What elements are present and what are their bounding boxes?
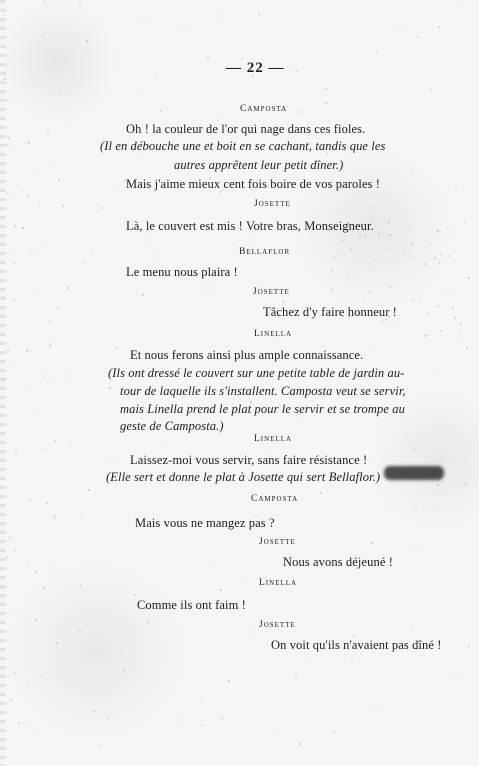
speckle <box>419 299 421 301</box>
speckle <box>241 58 243 60</box>
speckle <box>459 335 461 337</box>
speckle <box>280 109 282 111</box>
speckle <box>381 320 383 322</box>
speckle <box>403 247 405 249</box>
speckle <box>134 594 136 596</box>
speckle <box>353 265 355 267</box>
speckle <box>67 287 69 289</box>
dialogue-line: Mais j'aime mieux cent fois boire de vos paroles ! <box>126 177 381 191</box>
speckle <box>464 221 466 223</box>
speckle <box>47 382 49 384</box>
speckle <box>333 257 335 259</box>
speckle <box>83 54 85 56</box>
speckle <box>201 724 203 726</box>
speckle <box>13 299 15 301</box>
speckle <box>10 699 12 701</box>
speckle <box>207 287 209 289</box>
speckle <box>376 52 378 54</box>
speckle <box>437 230 439 232</box>
speckle <box>9 537 11 539</box>
speckle <box>468 277 470 279</box>
speckle <box>438 262 440 264</box>
speckle <box>415 549 417 551</box>
speckle <box>411 170 413 172</box>
speckle <box>49 345 51 347</box>
dialogue-line: Nous avons déjeuné ! <box>283 555 393 569</box>
speckle <box>8 137 10 139</box>
speckle <box>385 319 387 321</box>
speckle <box>37 108 39 110</box>
speckle <box>28 142 30 144</box>
speckle <box>389 247 391 249</box>
speckle <box>375 259 377 261</box>
speckle <box>15 450 17 452</box>
speckle <box>342 240 344 242</box>
speckle <box>466 347 468 349</box>
speckle <box>343 236 345 238</box>
speckle <box>58 92 60 94</box>
speckle <box>217 119 219 121</box>
speckle <box>331 289 333 291</box>
speckle <box>14 366 16 368</box>
speckle <box>437 305 439 307</box>
speckle <box>326 153 328 155</box>
speckle <box>212 562 214 564</box>
speckle <box>378 233 380 235</box>
speckle <box>439 236 441 238</box>
speckle <box>116 347 118 349</box>
dialogue-line: Oh ! la couleur de l'or qui nage dans ces fioles. <box>126 122 366 136</box>
speckle <box>29 623 31 625</box>
speckle <box>157 255 159 257</box>
speckle <box>7 144 9 146</box>
speckle <box>353 635 355 637</box>
stage-direction: mais Linella prend le plat pour le servir et se trompe au <box>120 402 405 416</box>
speckle <box>1 587 3 589</box>
speckle <box>28 564 30 566</box>
speckle <box>375 707 377 709</box>
dialogue-line: On voit qu'ils n'avaient pas dîné ! <box>271 638 442 652</box>
speckle <box>384 509 386 511</box>
speckle <box>296 70 298 72</box>
speckle <box>299 566 301 568</box>
speckle <box>388 221 390 223</box>
speckle <box>440 253 442 255</box>
ink-smudge <box>384 466 444 480</box>
speckle <box>428 312 430 314</box>
speckle <box>276 733 278 735</box>
speckle <box>348 315 350 317</box>
speckle <box>293 66 295 68</box>
speckle <box>79 630 81 632</box>
speckle <box>123 669 125 671</box>
speckle <box>13 608 15 610</box>
dialogue-line: Laissez-moi vous servir, sans faire résistance ! <box>130 453 368 467</box>
speckle <box>7 349 9 351</box>
speckle <box>346 276 348 278</box>
speckle <box>424 335 426 337</box>
speckle <box>14 672 16 674</box>
speckle <box>93 710 95 712</box>
speckle <box>50 343 52 345</box>
speckle <box>282 301 284 303</box>
speckle <box>349 565 351 567</box>
speckle <box>33 169 35 171</box>
speckle <box>248 391 250 393</box>
speckle <box>368 291 370 293</box>
speckle <box>297 111 299 113</box>
speckle <box>258 13 260 15</box>
speckle <box>109 387 111 389</box>
speckle <box>7 99 9 101</box>
speckle <box>389 286 391 288</box>
speckle <box>373 207 375 209</box>
speckle <box>425 240 427 242</box>
speckle <box>58 179 60 181</box>
speckle <box>378 304 380 306</box>
speckle <box>45 242 47 244</box>
speckle <box>370 349 372 351</box>
stage-direction: (Ils ont dressé le couvert sur une petite table de jardin au- <box>108 366 405 380</box>
speckle <box>465 483 467 485</box>
speckle <box>413 448 415 450</box>
speckle <box>80 585 82 587</box>
dialogue-line: Et nous ferons ainsi plus ample connaissance. <box>130 348 364 362</box>
speckle <box>411 243 413 245</box>
page-number: — 22 — <box>226 60 285 76</box>
speckle <box>397 212 399 214</box>
dialogue-line: Comme ils ont faim ! <box>137 598 246 612</box>
speckle <box>455 673 457 675</box>
speckle <box>405 301 407 303</box>
speckle <box>43 587 45 589</box>
speckle <box>430 89 432 91</box>
speckle <box>180 719 182 721</box>
speckle <box>44 376 46 378</box>
speckle <box>454 317 456 319</box>
speckle <box>320 492 322 494</box>
speckle <box>393 324 395 326</box>
speckle <box>46 502 48 504</box>
speckle <box>78 113 80 115</box>
speckle <box>376 415 378 417</box>
speckle <box>453 293 455 295</box>
speckle <box>286 105 288 107</box>
speckle <box>45 448 47 450</box>
speckle <box>4 14 6 16</box>
speckle <box>310 661 312 663</box>
speckle <box>333 731 335 733</box>
speckle <box>228 680 230 682</box>
speckle <box>79 2 81 4</box>
speckle <box>452 307 454 309</box>
speckle <box>446 292 448 294</box>
speaker-josette: Josette <box>259 537 296 547</box>
speckle <box>57 307 59 309</box>
speaker-josette: Josette <box>253 287 290 297</box>
speckle <box>31 251 33 253</box>
speckle <box>117 185 119 187</box>
speckle <box>88 489 90 491</box>
speckle <box>301 421 303 423</box>
speckle <box>26 350 28 352</box>
speckle <box>359 312 361 314</box>
speckle <box>38 204 40 206</box>
speckle <box>29 499 31 501</box>
speckle <box>68 375 70 377</box>
speckle <box>345 269 347 271</box>
speckle <box>37 292 39 294</box>
speckle <box>359 236 361 238</box>
speckle <box>202 700 204 702</box>
speckle <box>49 321 51 323</box>
speckle <box>64 125 66 127</box>
speckle <box>143 22 145 24</box>
speckle <box>98 744 100 746</box>
speckle <box>351 660 353 662</box>
stage-direction: (Il en débouche une et boit en se cachant, tandis que les <box>100 139 386 153</box>
speckle <box>412 299 414 301</box>
speckle <box>84 262 86 264</box>
speckle <box>332 223 334 225</box>
speckle <box>345 228 347 230</box>
speckle <box>220 589 222 591</box>
speckle <box>455 189 457 191</box>
dialogue-line: Mais vous ne mangez pas ? <box>135 516 275 530</box>
speaker-linella: Linella <box>254 434 293 444</box>
speckle <box>18 722 20 724</box>
speckle <box>363 301 365 303</box>
speckle <box>252 631 254 633</box>
speckle <box>405 433 407 435</box>
speckle <box>370 220 372 222</box>
speckle <box>323 452 325 454</box>
speckle <box>100 207 102 209</box>
stage-direction: autres apprêtent leur petit dîner.) <box>174 158 344 172</box>
speckle <box>403 249 405 251</box>
speckle <box>356 311 358 313</box>
speckle <box>147 621 149 623</box>
speckle <box>415 506 417 508</box>
speckle <box>446 228 448 230</box>
stage-direction: tour de laquelle ils s'installent. Camposta veut se servir, <box>120 384 406 398</box>
speckle <box>42 36 44 38</box>
speckle <box>417 36 419 38</box>
speckle <box>248 239 250 241</box>
speckle <box>47 129 49 131</box>
speckle <box>62 205 64 207</box>
stage-direction: geste de Camposta.) <box>120 419 224 433</box>
speckle <box>37 411 39 413</box>
speckle <box>440 330 442 332</box>
speckle <box>409 255 411 257</box>
speckle <box>460 473 462 475</box>
speckle <box>138 94 140 96</box>
speckle <box>207 57 209 59</box>
speckle <box>221 717 223 719</box>
speckle <box>295 674 297 676</box>
dialogue-line: Tâchez d'y faire honneur ! <box>263 305 397 319</box>
speckle <box>299 743 301 745</box>
speckle <box>2 378 4 380</box>
speckle <box>162 441 164 443</box>
speckle <box>92 252 94 254</box>
speckle <box>35 571 37 573</box>
speckle <box>22 227 24 229</box>
speckle <box>139 156 141 158</box>
speckle <box>217 15 219 17</box>
speckle <box>350 249 352 251</box>
speckle <box>435 368 437 370</box>
speckle <box>69 442 71 444</box>
speckle <box>448 255 450 257</box>
speckle <box>460 4 462 6</box>
speckle <box>325 88 327 90</box>
speckle <box>427 334 429 336</box>
speckle <box>37 76 39 78</box>
speckle <box>160 110 162 112</box>
speckle <box>52 165 54 167</box>
speckle <box>53 517 55 519</box>
speckle <box>269 449 271 451</box>
speaker-josette: Josette <box>259 620 296 630</box>
speckle <box>183 24 185 26</box>
speckle <box>14 225 16 227</box>
speckle <box>436 233 438 235</box>
speckle <box>399 24 401 26</box>
speckle <box>389 234 391 236</box>
speckle <box>371 542 373 544</box>
dialogue-line: Là, le couvert est mis ! Votre bras, Monseigneur. <box>126 219 374 233</box>
speckle <box>219 191 221 193</box>
speckle <box>58 679 60 681</box>
speckle <box>44 0 46 2</box>
speckle <box>331 270 333 272</box>
speckle <box>111 458 113 460</box>
speckle <box>340 253 342 255</box>
speckle <box>434 257 436 259</box>
speckle <box>26 685 28 687</box>
speckle <box>354 279 356 281</box>
speckle <box>56 642 58 644</box>
speckle <box>438 26 440 28</box>
speckle <box>6 556 8 558</box>
speckle <box>154 77 156 79</box>
speaker-linella: Linella <box>259 578 298 588</box>
stage-direction: (Elle sert et donne le plat à Josette qui sert Bellaflor.) <box>106 470 381 484</box>
speckle <box>53 567 55 569</box>
speckle <box>34 731 36 733</box>
speckle <box>107 718 109 720</box>
speckle <box>460 323 462 325</box>
speckle <box>325 102 327 104</box>
speckle <box>14 549 16 551</box>
speckle <box>7 193 9 195</box>
speckle <box>41 675 43 677</box>
speckle <box>4 78 6 80</box>
speckle <box>114 715 116 717</box>
speckle <box>424 263 426 265</box>
speckle <box>364 235 366 237</box>
speckle <box>468 645 470 647</box>
speckle <box>27 385 29 387</box>
speaker-camposta: Camposta <box>240 104 288 114</box>
speaker-linella: Linella <box>254 329 293 339</box>
speaker-bellaflor: Bellaflor <box>239 247 291 257</box>
speckle <box>54 440 56 442</box>
speckle <box>242 580 244 582</box>
speaker-camposta: Camposta <box>251 494 299 504</box>
speckle <box>437 484 439 486</box>
speckle <box>395 264 397 266</box>
speckle <box>124 180 126 182</box>
speckle <box>9 250 11 252</box>
page-edge-shadow <box>0 0 6 766</box>
speaker-josette: Josette <box>254 199 291 209</box>
speckle <box>35 619 37 621</box>
speckle <box>342 228 344 230</box>
speckle <box>86 40 88 42</box>
speckle <box>438 506 440 508</box>
dialogue-line: Le menu nous plaira ! <box>126 265 238 279</box>
speckle <box>28 721 30 723</box>
speckle <box>27 195 29 197</box>
speckle <box>22 190 24 192</box>
speckle <box>410 626 412 628</box>
speckle <box>82 512 84 514</box>
speckle <box>142 294 144 296</box>
speckle <box>13 262 15 264</box>
speckle <box>148 239 150 241</box>
speckle <box>398 254 400 256</box>
speckle <box>2 296 4 298</box>
